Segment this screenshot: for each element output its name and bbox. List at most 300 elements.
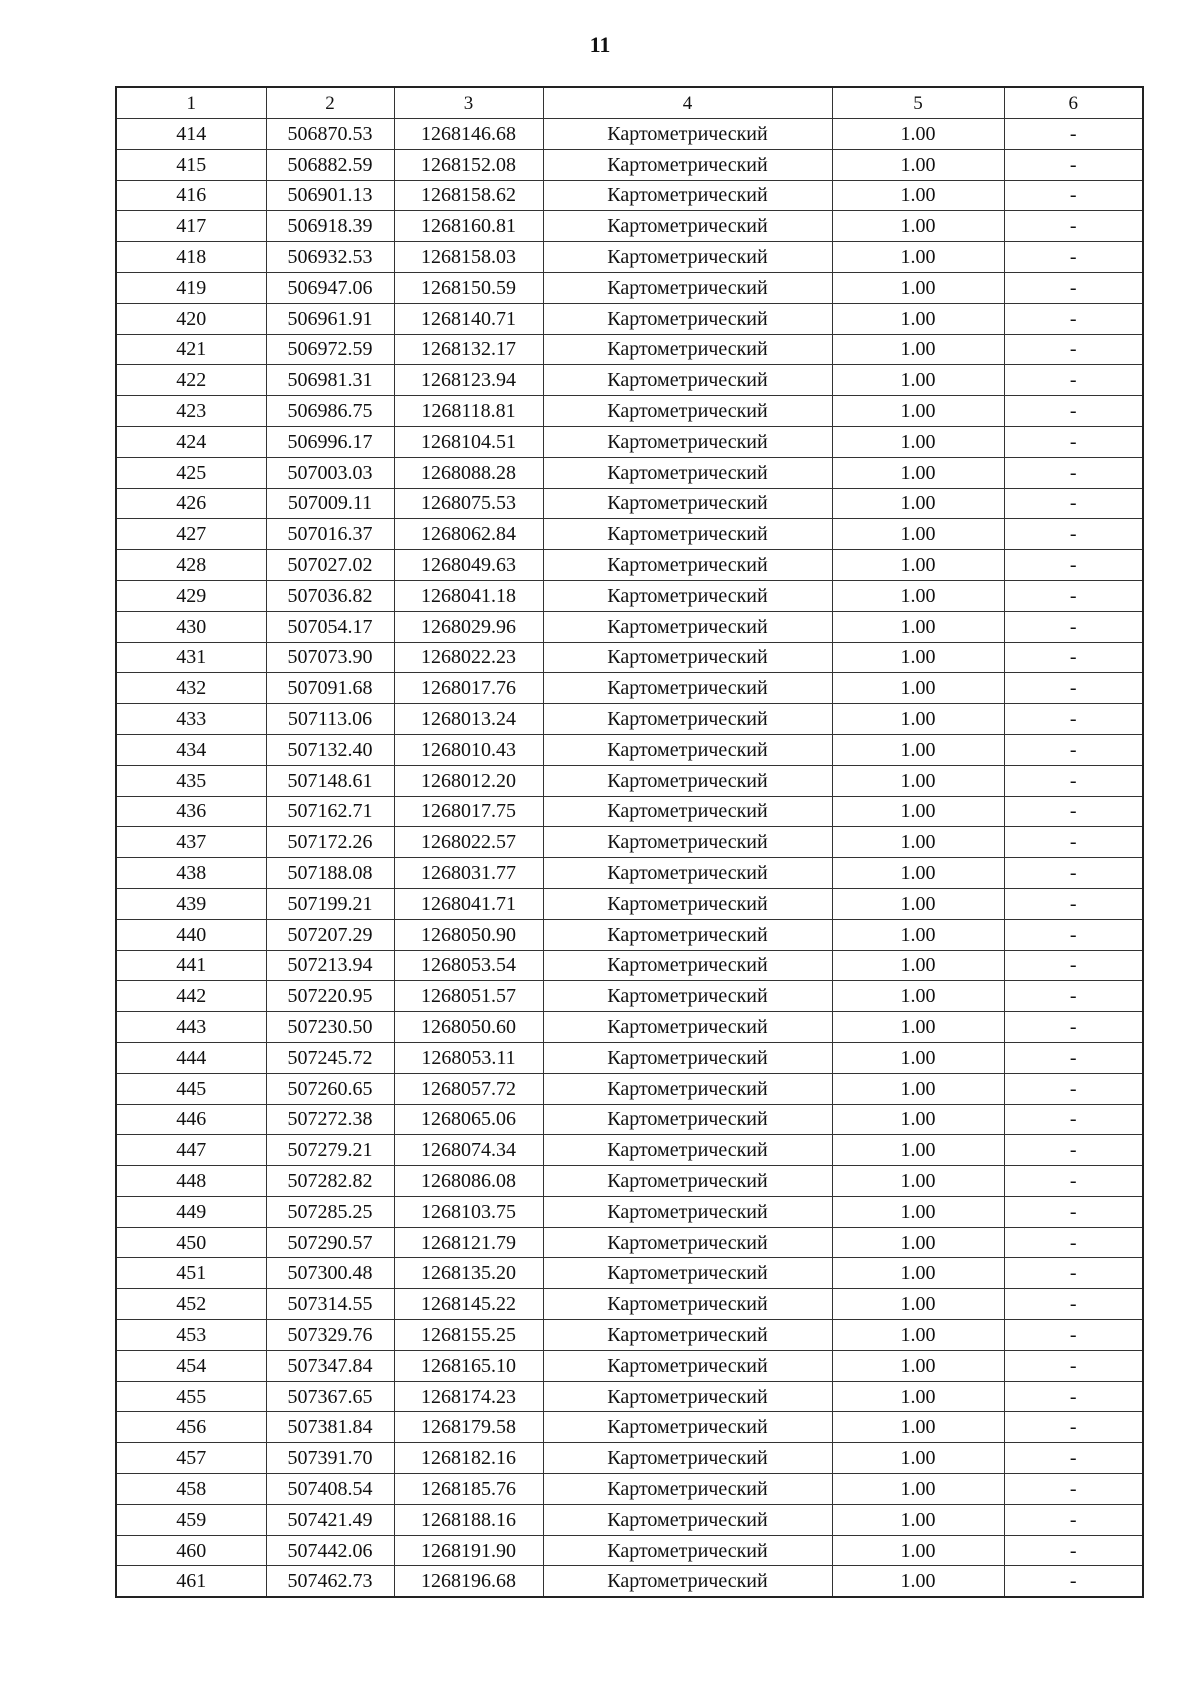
accuracy-cell: 1.00 bbox=[832, 1073, 1004, 1104]
table-row bbox=[116, 1258, 1143, 1289]
method-cell: Картометрический bbox=[543, 426, 832, 457]
method-cell: Картометрический bbox=[543, 149, 832, 180]
table-row bbox=[116, 796, 1143, 827]
method-cell: Картометрический bbox=[543, 1289, 832, 1320]
accuracy-cell: 1.00 bbox=[832, 1504, 1004, 1535]
accuracy-cell: 1.00 bbox=[832, 704, 1004, 735]
note-cell: - bbox=[1004, 1350, 1143, 1381]
note-cell: - bbox=[1004, 519, 1143, 550]
y-coordinate-cell: 1268062.84 bbox=[394, 519, 543, 550]
x-coordinate-cell: 507314.55 bbox=[266, 1289, 394, 1320]
note-cell: - bbox=[1004, 1135, 1143, 1166]
accuracy-cell: 1.00 bbox=[832, 796, 1004, 827]
method-cell: Картометрический bbox=[543, 457, 832, 488]
note-cell: - bbox=[1004, 765, 1143, 796]
table-row bbox=[116, 858, 1143, 889]
note-cell: - bbox=[1004, 426, 1143, 457]
note-cell: - bbox=[1004, 1504, 1143, 1535]
accuracy-cell: 1.00 bbox=[832, 950, 1004, 981]
table-row bbox=[116, 950, 1143, 981]
note-cell: - bbox=[1004, 1227, 1143, 1258]
accuracy-cell: 1.00 bbox=[832, 1104, 1004, 1135]
y-coordinate-cell: 1268123.94 bbox=[394, 365, 543, 396]
table-row bbox=[116, 765, 1143, 796]
x-coordinate-cell: 507462.73 bbox=[266, 1566, 394, 1597]
y-coordinate-cell: 1268188.16 bbox=[394, 1504, 543, 1535]
table-row bbox=[116, 1504, 1143, 1535]
note-cell: - bbox=[1004, 888, 1143, 919]
accuracy-cell: 1.00 bbox=[832, 1196, 1004, 1227]
x-coordinate-cell: 506961.91 bbox=[266, 303, 394, 334]
y-coordinate-cell: 1268140.71 bbox=[394, 303, 543, 334]
x-coordinate-cell: 507162.71 bbox=[266, 796, 394, 827]
point-number-cell: 441 bbox=[116, 950, 266, 981]
table-row bbox=[116, 827, 1143, 858]
method-cell: Картометрический bbox=[543, 888, 832, 919]
accuracy-cell: 1.00 bbox=[832, 858, 1004, 889]
table-row bbox=[116, 1474, 1143, 1505]
x-coordinate-cell: 506932.53 bbox=[266, 242, 394, 273]
point-number-cell: 456 bbox=[116, 1412, 266, 1443]
method-cell: Картометрический bbox=[543, 365, 832, 396]
method-cell: Картометрический bbox=[543, 334, 832, 365]
x-coordinate-cell: 507260.65 bbox=[266, 1073, 394, 1104]
note-cell: - bbox=[1004, 858, 1143, 889]
table-row bbox=[116, 149, 1143, 180]
table-header bbox=[116, 87, 1143, 119]
table-row bbox=[116, 1350, 1143, 1381]
accuracy-cell: 1.00 bbox=[832, 1042, 1004, 1073]
point-number-cell: 430 bbox=[116, 611, 266, 642]
x-coordinate-cell: 507245.72 bbox=[266, 1042, 394, 1073]
table-row bbox=[116, 211, 1143, 242]
note-cell: - bbox=[1004, 580, 1143, 611]
method-cell: Картометрический bbox=[543, 550, 832, 581]
x-coordinate-cell: 507329.76 bbox=[266, 1320, 394, 1351]
note-cell: - bbox=[1004, 1474, 1143, 1505]
table-row bbox=[116, 1535, 1143, 1566]
y-coordinate-cell: 1268152.08 bbox=[394, 149, 543, 180]
accuracy-cell: 1.00 bbox=[832, 1443, 1004, 1474]
point-number-cell: 427 bbox=[116, 519, 266, 550]
method-cell: Картометрический bbox=[543, 1258, 832, 1289]
point-number-cell: 437 bbox=[116, 827, 266, 858]
table-row bbox=[116, 1566, 1143, 1597]
method-cell: Картометрический bbox=[543, 580, 832, 611]
note-cell: - bbox=[1004, 1381, 1143, 1412]
method-cell: Картометрический bbox=[543, 1135, 832, 1166]
accuracy-cell: 1.00 bbox=[832, 488, 1004, 519]
table-row bbox=[116, 426, 1143, 457]
y-coordinate-cell: 1268013.24 bbox=[394, 704, 543, 735]
method-cell: Картометрический bbox=[543, 1227, 832, 1258]
point-number-cell: 440 bbox=[116, 919, 266, 950]
x-coordinate-cell: 506882.59 bbox=[266, 149, 394, 180]
x-coordinate-cell: 507132.40 bbox=[266, 734, 394, 765]
y-coordinate-cell: 1268088.28 bbox=[394, 457, 543, 488]
x-coordinate-cell: 507016.37 bbox=[266, 519, 394, 550]
point-number-cell: 453 bbox=[116, 1320, 266, 1351]
note-cell: - bbox=[1004, 827, 1143, 858]
note-cell: - bbox=[1004, 149, 1143, 180]
method-cell: Картометрический bbox=[543, 1042, 832, 1073]
method-cell: Картометрический bbox=[543, 1535, 832, 1566]
table-row bbox=[116, 119, 1143, 150]
point-number-cell: 448 bbox=[116, 1166, 266, 1197]
x-coordinate-cell: 506901.13 bbox=[266, 180, 394, 211]
table-row bbox=[116, 457, 1143, 488]
point-number-cell: 450 bbox=[116, 1227, 266, 1258]
table-row bbox=[116, 1073, 1143, 1104]
method-cell: Картометрический bbox=[543, 642, 832, 673]
x-coordinate-cell: 507290.57 bbox=[266, 1227, 394, 1258]
table-row bbox=[116, 365, 1143, 396]
accuracy-cell: 1.00 bbox=[832, 396, 1004, 427]
x-coordinate-cell: 506972.59 bbox=[266, 334, 394, 365]
accuracy-cell: 1.00 bbox=[832, 981, 1004, 1012]
y-coordinate-cell: 1268057.72 bbox=[394, 1073, 543, 1104]
point-number-cell: 443 bbox=[116, 1012, 266, 1043]
method-cell: Картометрический bbox=[543, 519, 832, 550]
note-cell: - bbox=[1004, 334, 1143, 365]
point-number-cell: 428 bbox=[116, 550, 266, 581]
point-number-cell: 458 bbox=[116, 1474, 266, 1505]
x-coordinate-cell: 506986.75 bbox=[266, 396, 394, 427]
point-number-cell: 444 bbox=[116, 1042, 266, 1073]
accuracy-cell: 1.00 bbox=[832, 149, 1004, 180]
method-cell: Картометрический bbox=[543, 1350, 832, 1381]
note-cell: - bbox=[1004, 1258, 1143, 1289]
coordinates-table bbox=[115, 86, 1144, 1598]
table-row bbox=[116, 303, 1143, 334]
method-cell: Картометрический bbox=[543, 1474, 832, 1505]
point-number-cell: 433 bbox=[116, 704, 266, 735]
y-coordinate-cell: 1268179.58 bbox=[394, 1412, 543, 1443]
point-number-cell: 459 bbox=[116, 1504, 266, 1535]
x-coordinate-cell: 507285.25 bbox=[266, 1196, 394, 1227]
table-row bbox=[116, 673, 1143, 704]
page-number: 11 bbox=[589, 32, 611, 57]
point-number-cell: 417 bbox=[116, 211, 266, 242]
method-cell: Картометрический bbox=[543, 796, 832, 827]
method-cell: Картометрический bbox=[543, 1073, 832, 1104]
point-number-cell: 429 bbox=[116, 580, 266, 611]
point-number-cell: 418 bbox=[116, 242, 266, 273]
note-cell: - bbox=[1004, 1412, 1143, 1443]
header-row bbox=[116, 87, 1143, 119]
point-number-cell: 454 bbox=[116, 1350, 266, 1381]
accuracy-cell: 1.00 bbox=[832, 211, 1004, 242]
note-cell: - bbox=[1004, 1535, 1143, 1566]
accuracy-cell: 1.00 bbox=[832, 1474, 1004, 1505]
accuracy-cell: 1.00 bbox=[832, 119, 1004, 150]
y-coordinate-cell: 1268086.08 bbox=[394, 1166, 543, 1197]
y-coordinate-cell: 1268075.53 bbox=[394, 488, 543, 519]
point-number-cell: 422 bbox=[116, 365, 266, 396]
y-coordinate-cell: 1268050.60 bbox=[394, 1012, 543, 1043]
method-cell: Картометрический bbox=[543, 981, 832, 1012]
note-cell: - bbox=[1004, 550, 1143, 581]
y-coordinate-cell: 1268155.25 bbox=[394, 1320, 543, 1351]
point-number-cell: 425 bbox=[116, 457, 266, 488]
table-row bbox=[116, 334, 1143, 365]
table-row bbox=[116, 1227, 1143, 1258]
note-cell: - bbox=[1004, 1320, 1143, 1351]
x-coordinate-cell: 507421.49 bbox=[266, 1504, 394, 1535]
method-cell: Картометрический bbox=[543, 765, 832, 796]
x-coordinate-cell: 507272.38 bbox=[266, 1104, 394, 1135]
point-number-cell: 436 bbox=[116, 796, 266, 827]
method-cell: Картометрический bbox=[543, 827, 832, 858]
table-row bbox=[116, 1135, 1143, 1166]
method-cell: Картометрический bbox=[543, 858, 832, 889]
column-header-4: 4 bbox=[543, 87, 832, 119]
y-coordinate-cell: 1268017.76 bbox=[394, 673, 543, 704]
table-row bbox=[116, 642, 1143, 673]
point-number-cell: 414 bbox=[116, 119, 266, 150]
table-row bbox=[116, 1412, 1143, 1443]
note-cell: - bbox=[1004, 1166, 1143, 1197]
y-coordinate-cell: 1268041.18 bbox=[394, 580, 543, 611]
y-coordinate-cell: 1268050.90 bbox=[394, 919, 543, 950]
accuracy-cell: 1.00 bbox=[832, 1166, 1004, 1197]
y-coordinate-cell: 1268132.17 bbox=[394, 334, 543, 365]
x-coordinate-cell: 507188.08 bbox=[266, 858, 394, 889]
note-cell: - bbox=[1004, 981, 1143, 1012]
column-header-2: 2 bbox=[266, 87, 394, 119]
accuracy-cell: 1.00 bbox=[832, 1566, 1004, 1597]
y-coordinate-cell: 1268051.57 bbox=[394, 981, 543, 1012]
y-coordinate-cell: 1268049.63 bbox=[394, 550, 543, 581]
accuracy-cell: 1.00 bbox=[832, 642, 1004, 673]
method-cell: Картометрический bbox=[543, 1381, 832, 1412]
table-row bbox=[116, 704, 1143, 735]
y-coordinate-cell: 1268121.79 bbox=[394, 1227, 543, 1258]
x-coordinate-cell: 506918.39 bbox=[266, 211, 394, 242]
accuracy-cell: 1.00 bbox=[832, 272, 1004, 303]
note-cell: - bbox=[1004, 396, 1143, 427]
x-coordinate-cell: 507300.48 bbox=[266, 1258, 394, 1289]
x-coordinate-cell: 507279.21 bbox=[266, 1135, 394, 1166]
y-coordinate-cell: 1268145.22 bbox=[394, 1289, 543, 1320]
note-cell: - bbox=[1004, 1443, 1143, 1474]
method-cell: Картометрический bbox=[543, 734, 832, 765]
accuracy-cell: 1.00 bbox=[832, 365, 1004, 396]
y-coordinate-cell: 1268022.57 bbox=[394, 827, 543, 858]
method-cell: Картометрический bbox=[543, 919, 832, 950]
accuracy-cell: 1.00 bbox=[832, 550, 1004, 581]
x-coordinate-cell: 507148.61 bbox=[266, 765, 394, 796]
point-number-cell: 461 bbox=[116, 1566, 266, 1597]
y-coordinate-cell: 1268053.11 bbox=[394, 1042, 543, 1073]
point-number-cell: 423 bbox=[116, 396, 266, 427]
accuracy-cell: 1.00 bbox=[832, 919, 1004, 950]
point-number-cell: 439 bbox=[116, 888, 266, 919]
method-cell: Картометрический bbox=[543, 1166, 832, 1197]
y-coordinate-cell: 1268104.51 bbox=[394, 426, 543, 457]
y-coordinate-cell: 1268022.23 bbox=[394, 642, 543, 673]
table-row bbox=[116, 1443, 1143, 1474]
table-row bbox=[116, 180, 1143, 211]
x-coordinate-cell: 507381.84 bbox=[266, 1412, 394, 1443]
x-coordinate-cell: 507172.26 bbox=[266, 827, 394, 858]
note-cell: - bbox=[1004, 1289, 1143, 1320]
y-coordinate-cell: 1268029.96 bbox=[394, 611, 543, 642]
table-row bbox=[116, 1012, 1143, 1043]
accuracy-cell: 1.00 bbox=[832, 1012, 1004, 1043]
note-cell: - bbox=[1004, 796, 1143, 827]
accuracy-cell: 1.00 bbox=[832, 334, 1004, 365]
method-cell: Картометрический bbox=[543, 1104, 832, 1135]
table-row bbox=[116, 488, 1143, 519]
x-coordinate-cell: 507113.06 bbox=[266, 704, 394, 735]
y-coordinate-cell: 1268196.68 bbox=[394, 1566, 543, 1597]
point-number-cell: 460 bbox=[116, 1535, 266, 1566]
accuracy-cell: 1.00 bbox=[832, 242, 1004, 273]
note-cell: - bbox=[1004, 119, 1143, 150]
point-number-cell: 442 bbox=[116, 981, 266, 1012]
point-number-cell: 426 bbox=[116, 488, 266, 519]
table-row bbox=[116, 734, 1143, 765]
accuracy-cell: 1.00 bbox=[832, 1289, 1004, 1320]
y-coordinate-cell: 1268041.71 bbox=[394, 888, 543, 919]
accuracy-cell: 1.00 bbox=[832, 611, 1004, 642]
accuracy-cell: 1.00 bbox=[832, 827, 1004, 858]
note-cell: - bbox=[1004, 1073, 1143, 1104]
method-cell: Картометрический bbox=[543, 1443, 832, 1474]
x-coordinate-cell: 506870.53 bbox=[266, 119, 394, 150]
table-row bbox=[116, 1104, 1143, 1135]
table-row bbox=[116, 1320, 1143, 1351]
point-number-cell: 449 bbox=[116, 1196, 266, 1227]
x-coordinate-cell: 507207.29 bbox=[266, 919, 394, 950]
accuracy-cell: 1.00 bbox=[832, 765, 1004, 796]
x-coordinate-cell: 507199.21 bbox=[266, 888, 394, 919]
note-cell: - bbox=[1004, 673, 1143, 704]
method-cell: Картометрический bbox=[543, 303, 832, 334]
method-cell: Картометрический bbox=[543, 673, 832, 704]
y-coordinate-cell: 1268053.54 bbox=[394, 950, 543, 981]
method-cell: Картометрический bbox=[543, 272, 832, 303]
note-cell: - bbox=[1004, 1104, 1143, 1135]
x-coordinate-cell: 507054.17 bbox=[266, 611, 394, 642]
note-cell: - bbox=[1004, 950, 1143, 981]
point-number-cell: 421 bbox=[116, 334, 266, 365]
table-row bbox=[116, 580, 1143, 611]
table-row bbox=[116, 919, 1143, 950]
method-cell: Картометрический bbox=[543, 611, 832, 642]
y-coordinate-cell: 1268158.62 bbox=[394, 180, 543, 211]
point-number-cell: 415 bbox=[116, 149, 266, 180]
x-coordinate-cell: 507003.03 bbox=[266, 457, 394, 488]
x-coordinate-cell: 506947.06 bbox=[266, 272, 394, 303]
x-coordinate-cell: 506996.17 bbox=[266, 426, 394, 457]
x-coordinate-cell: 506981.31 bbox=[266, 365, 394, 396]
table-row bbox=[116, 1381, 1143, 1412]
y-coordinate-cell: 1268174.23 bbox=[394, 1381, 543, 1412]
y-coordinate-cell: 1268146.68 bbox=[394, 119, 543, 150]
y-coordinate-cell: 1268165.10 bbox=[394, 1350, 543, 1381]
method-cell: Картометрический bbox=[543, 242, 832, 273]
method-cell: Картометрический bbox=[543, 1504, 832, 1535]
note-cell: - bbox=[1004, 457, 1143, 488]
point-number-cell: 435 bbox=[116, 765, 266, 796]
method-cell: Картометрический bbox=[543, 1320, 832, 1351]
point-number-cell: 452 bbox=[116, 1289, 266, 1320]
method-cell: Картометрический bbox=[543, 211, 832, 242]
note-cell: - bbox=[1004, 272, 1143, 303]
column-header-1: 1 bbox=[116, 87, 266, 119]
accuracy-cell: 1.00 bbox=[832, 426, 1004, 457]
note-cell: - bbox=[1004, 642, 1143, 673]
method-cell: Картометрический bbox=[543, 1566, 832, 1597]
y-coordinate-cell: 1268150.59 bbox=[394, 272, 543, 303]
method-cell: Картометрический bbox=[543, 1012, 832, 1043]
note-cell: - bbox=[1004, 180, 1143, 211]
note-cell: - bbox=[1004, 704, 1143, 735]
method-cell: Картометрический bbox=[543, 396, 832, 427]
table-row bbox=[116, 1042, 1143, 1073]
method-cell: Картометрический bbox=[543, 488, 832, 519]
y-coordinate-cell: 1268103.75 bbox=[394, 1196, 543, 1227]
point-number-cell: 434 bbox=[116, 734, 266, 765]
note-cell: - bbox=[1004, 211, 1143, 242]
note-cell: - bbox=[1004, 488, 1143, 519]
y-coordinate-cell: 1268185.76 bbox=[394, 1474, 543, 1505]
y-coordinate-cell: 1268158.03 bbox=[394, 242, 543, 273]
note-cell: - bbox=[1004, 242, 1143, 273]
column-header-5: 5 bbox=[832, 87, 1004, 119]
y-coordinate-cell: 1268191.90 bbox=[394, 1535, 543, 1566]
note-cell: - bbox=[1004, 734, 1143, 765]
point-number-cell: 424 bbox=[116, 426, 266, 457]
x-coordinate-cell: 507213.94 bbox=[266, 950, 394, 981]
x-coordinate-cell: 507442.06 bbox=[266, 1535, 394, 1566]
accuracy-cell: 1.00 bbox=[832, 1535, 1004, 1566]
point-number-cell: 432 bbox=[116, 673, 266, 704]
point-number-cell: 457 bbox=[116, 1443, 266, 1474]
accuracy-cell: 1.00 bbox=[832, 1135, 1004, 1166]
x-coordinate-cell: 507036.82 bbox=[266, 580, 394, 611]
table-row bbox=[116, 519, 1143, 550]
accuracy-cell: 1.00 bbox=[832, 1258, 1004, 1289]
method-cell: Картометрический bbox=[543, 704, 832, 735]
y-coordinate-cell: 1268135.20 bbox=[394, 1258, 543, 1289]
table-row bbox=[116, 396, 1143, 427]
note-cell: - bbox=[1004, 611, 1143, 642]
x-coordinate-cell: 507091.68 bbox=[266, 673, 394, 704]
point-number-cell: 420 bbox=[116, 303, 266, 334]
method-cell: Картометрический bbox=[543, 1196, 832, 1227]
point-number-cell: 451 bbox=[116, 1258, 266, 1289]
point-number-cell: 447 bbox=[116, 1135, 266, 1166]
table-row bbox=[116, 272, 1143, 303]
note-cell: - bbox=[1004, 1012, 1143, 1043]
accuracy-cell: 1.00 bbox=[832, 180, 1004, 211]
accuracy-cell: 1.00 bbox=[832, 457, 1004, 488]
point-number-cell: 431 bbox=[116, 642, 266, 673]
point-number-cell: 446 bbox=[116, 1104, 266, 1135]
x-coordinate-cell: 507073.90 bbox=[266, 642, 394, 673]
y-coordinate-cell: 1268012.20 bbox=[394, 765, 543, 796]
note-cell: - bbox=[1004, 1042, 1143, 1073]
accuracy-cell: 1.00 bbox=[832, 888, 1004, 919]
x-coordinate-cell: 507220.95 bbox=[266, 981, 394, 1012]
table-row bbox=[116, 981, 1143, 1012]
table-row bbox=[116, 611, 1143, 642]
accuracy-cell: 1.00 bbox=[832, 734, 1004, 765]
method-cell: Картометрический bbox=[543, 1412, 832, 1443]
